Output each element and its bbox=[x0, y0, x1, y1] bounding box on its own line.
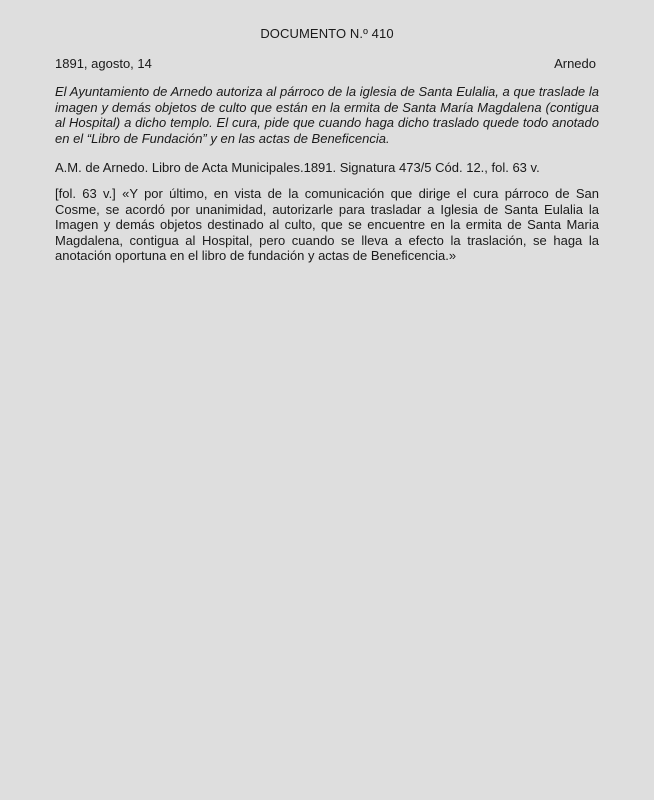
document-place: Arnedo bbox=[554, 56, 596, 71]
transcription-body: [fol. 63 v.] «Y por último, en vista de la comunicación que dirige el cura párroco de San Cosme, se acordó por unanimidad, autorizarle para trasladar a Iglesia de Santa Eulalia la Imagen y demás objetos destinado al culto, que se encuentre en la ermita de Santa Maria Magdalena, contigua al Hospital, pero cuando se lleva a efecto la traslación, se haga la anotación oportuna en el libro de fundación y actas de Beneficencia.» bbox=[55, 186, 599, 263]
date-place-line bbox=[55, 56, 596, 71]
document-summary: El Ayuntamiento de Arnedo autoriza al párroco de la iglesia de Santa Eulalia, a que traslade la imagen y demás objetos de culto que están en la ermita de Santa María Magdalena (contigua al Hospital) a dicho templo. El cura, pide que cuando haga dicho traslado quede todo anotado en el “Libro de Fundación” y en las actas de Beneficencia. bbox=[55, 84, 599, 146]
document-date: 1891, agosto, 14 bbox=[55, 56, 152, 71]
document-title: DOCUMENTO N.º 410 bbox=[260, 26, 394, 41]
archive-source: A.M. de Arnedo. Libro de Acta Municipales.1891. Signatura 473/5 Cód. 12., fol. 63 v. bbox=[55, 160, 540, 175]
